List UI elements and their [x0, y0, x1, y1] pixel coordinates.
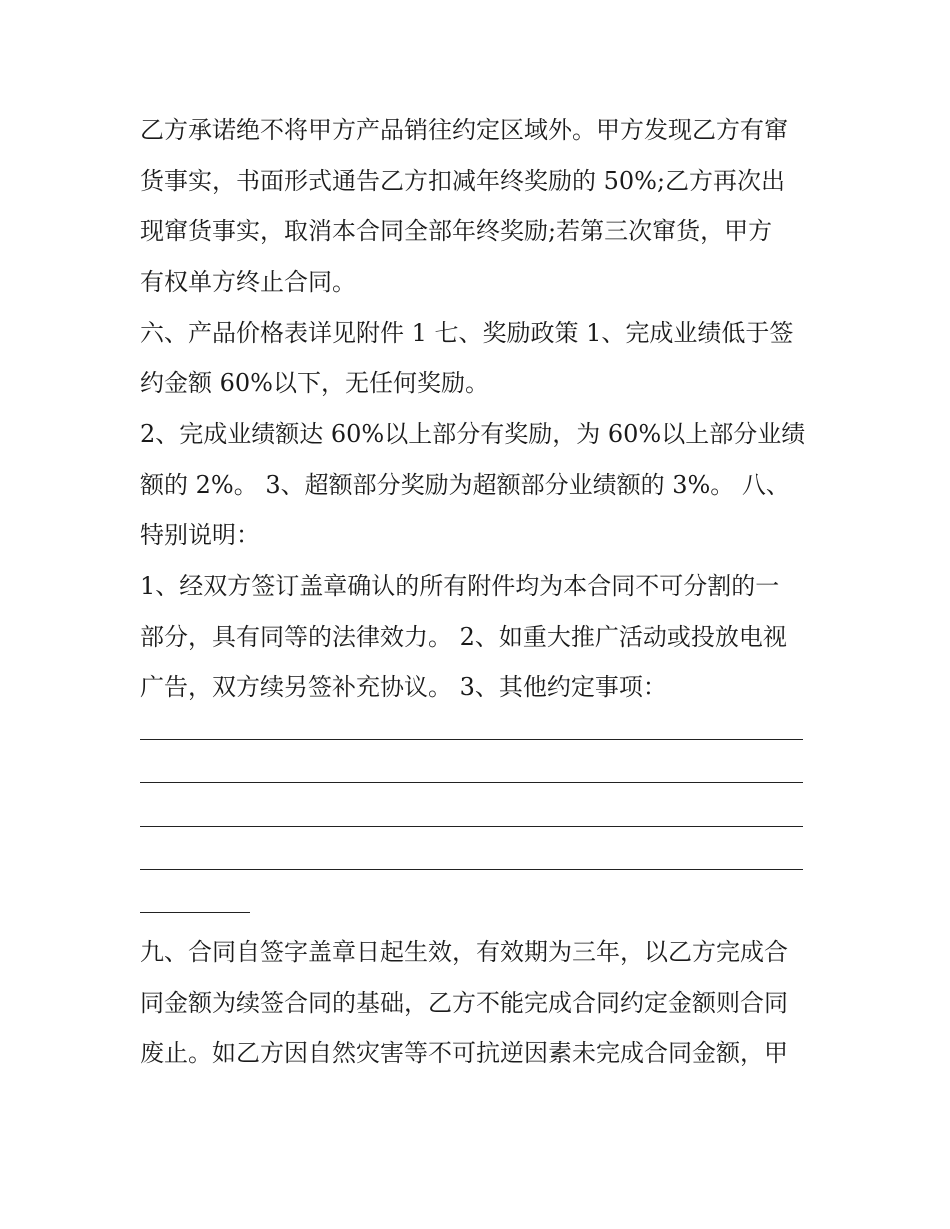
text-line: 六、产品价格表详见附件 1 七、奖励政策 1、完成业绩低于签 [140, 319, 794, 347]
blank-underline [140, 826, 803, 827]
text-line: 现窜货事实，取消本合同全部年终奖励;若第三次窜货，甲方 [140, 217, 773, 245]
text-line: 部分，具有同等的法律效力。 2、如重大推广活动或投放电视 [140, 623, 787, 651]
text-line: 2、完成业绩额达 60%以上部分有奖励，为 60%以上部分业绩 [140, 420, 806, 448]
text-line: 约金额 60%以下，无任何奖励。 [140, 369, 489, 397]
text-line: 九、合同自签字盖章日起生效，有效期为三年，以乙方完成合 [140, 938, 788, 966]
text-line: 特别说明： [140, 521, 260, 549]
text-line: 货事实，书面形式通告乙方扣减年终奖励的 50%;乙方再次出 [140, 167, 786, 195]
text-line: 有权单方终止合同。 [140, 268, 356, 296]
text-line: 1、经双方签订盖章确认的所有附件均为本合同不可分割的一 [140, 572, 780, 600]
text-line: 额的 2%。 3、超额部分奖励为超额部分业绩额的 3%。 八、 [140, 471, 790, 499]
text-line: 广告，双方续另签补充协议。 3、其他约定事项： [140, 673, 667, 701]
blank-underline [140, 869, 803, 870]
text-line: 废止。如乙方因自然灾害等不可抗逆因素未完成合同金额，甲 [140, 1039, 788, 1067]
blank-underline [140, 739, 803, 740]
text-line: 同金额为续签合同的基础，乙方不能完成合同约定金额则合同 [140, 989, 788, 1017]
text-line: 乙方承诺绝不将甲方产品销往约定区域外。甲方发现乙方有窜 [140, 116, 788, 144]
blank-underline [140, 912, 250, 913]
blank-underline [140, 782, 803, 783]
